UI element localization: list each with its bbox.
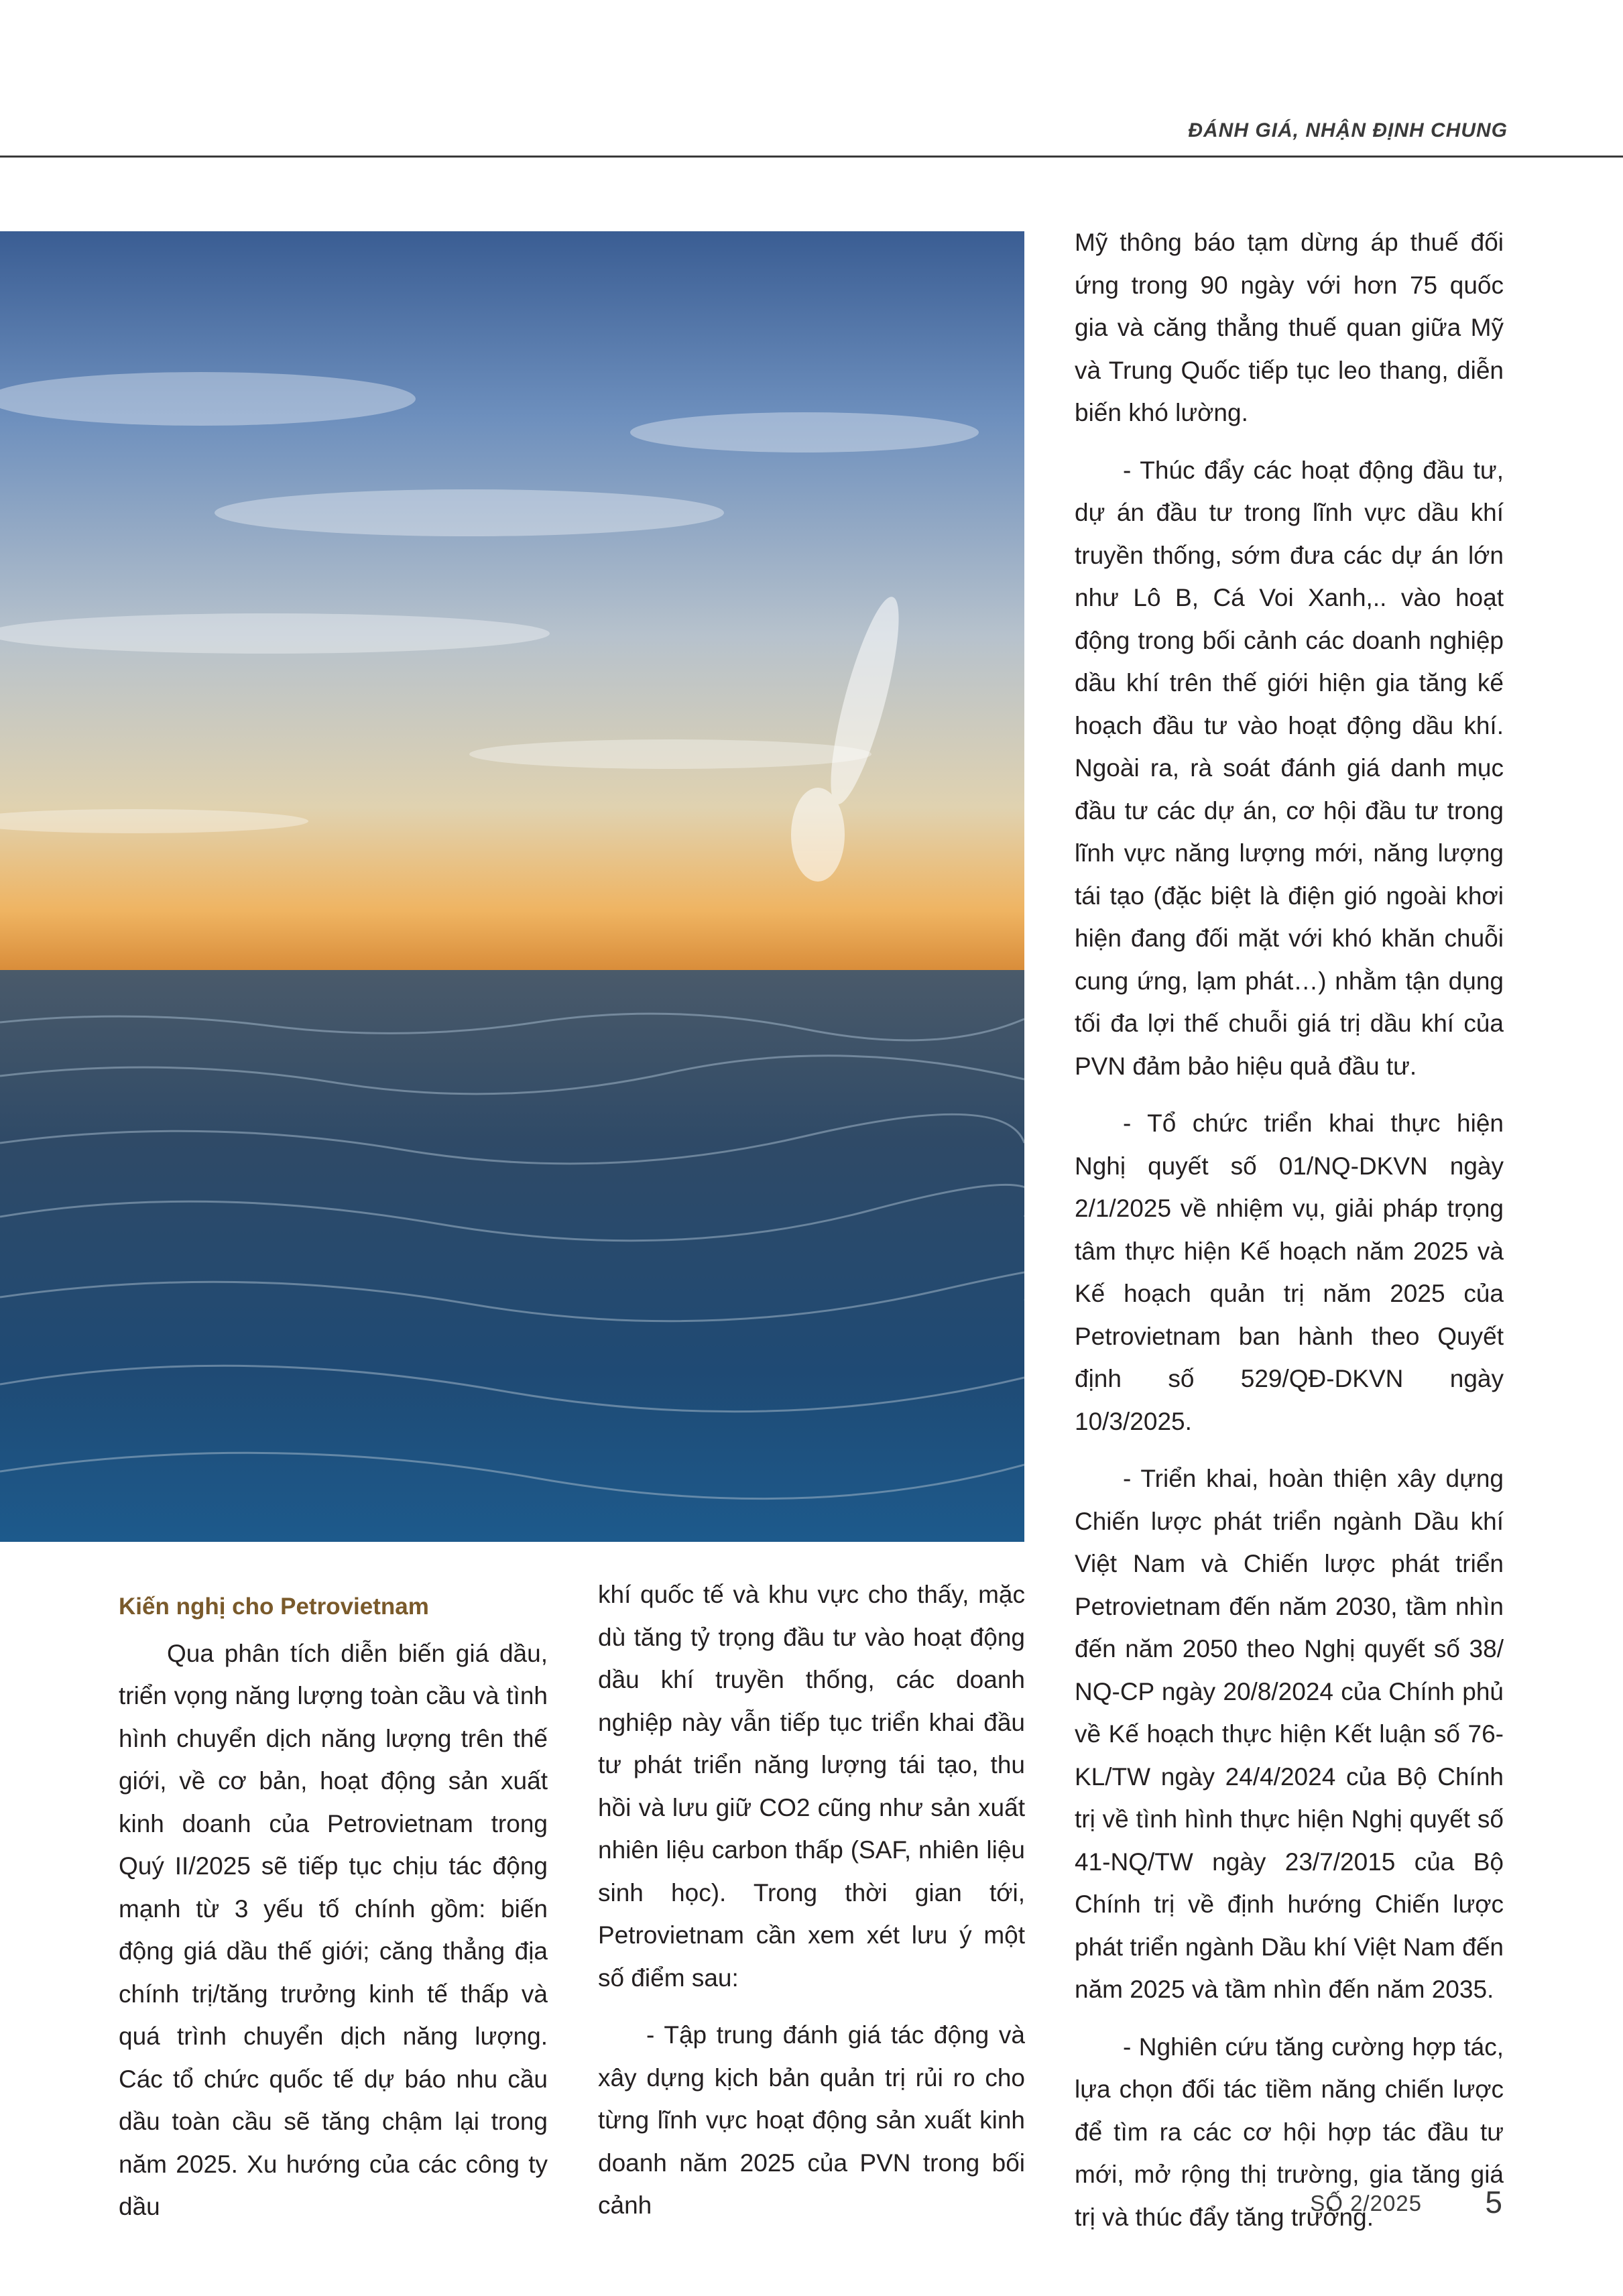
paragraph: Mỹ thông báo tạm dừng áp thuế đối ứng trong 90 ngày với hơn 75 quốc gia và căng thẳng thuế quan giữa Mỹ và Trung Quốc tiếp tục leo thang, diễn biến khó lường. (1075, 229, 1504, 426)
column-right (1075, 221, 1504, 2253)
ocean-sunset-photo (0, 231, 1024, 1542)
column-middle (598, 1573, 1025, 2242)
paragraph: - Triển khai, hoàn thiện xây dựng Chiến lược phát triển ngành Dầu khí Việt Nam và Chiến lược phát triển Petrovietnam đến năm 2030, tầm nhìn đến năm 2050 theo Nghị quyết số 38/ NQ-CP ngày 20/8/2024 của Chính phủ về Kế hoạch thực hiện Kết luận số 76-KL/TW ngày 24/4/2024 của Bộ Chính trị về tình hình thực hiện Nghị quyết số 41-NQ/TW ngày 23/7/2015 của Bộ Chính trị về định hướng Chiến lược phát triển ngành Dầu khí Việt Nam đến năm 2025 và tầm nhìn đến năm 2035. (1075, 1465, 1504, 2003)
header-divider (0, 156, 1623, 158)
article-heading: Kiến nghị cho Petrovietnam (119, 1593, 429, 1620)
page-number: 5 (1485, 2185, 1502, 2220)
paragraph: khí quốc tế và khu vực cho thấy, mặc dù tăng tỷ trọng đầu tư vào hoạt động dầu khí truyền thống, các doanh nghiệp này vẫn tiếp tục triển khai đầu tư phát triển năng lượng tái tạo, thu hồi và lưu giữ CO2 cũng như sản xuất nhiên liệu carbon thấp (SAF, nhiên liệu sinh học). Trong thời gian tới, Petrovietnam cần xem xét lưu ý một số điểm sau: (598, 1581, 1025, 1992)
issue-label: SỐ 2/2025 (1310, 2191, 1422, 2216)
section-title: ĐÁNH GIÁ, NHẬN ĐỊNH CHUNG (1188, 119, 1508, 141)
paragraph: - Thúc đẩy các hoạt động đầu tư, dự án đầu tư trong lĩnh vực dầu khí truyền thống, sớm đưa các dự án lớn như Lô B, Cá Voi Xanh,.. vào hoạt động trong bối cảnh các doanh nghiệp dầu khí trên thế giới hiện gia tăng kế hoạch đầu tư vào hoạt động dầu khí. Ngoài ra, rà soát đánh giá danh mục đầu tư các dự án, cơ hội đầu tư trong lĩnh vực năng lượng mới, năng lượng tái tạo (đặc biệt là điện gió ngoài khơi hiện đang đối mặt với khó khăn chuỗi cung ứng, lạm phát…) nhằm tận dụng tối đa lợi thế chuỗi giá trị dầu khí của PVN đảm bảo hiệu quả đầu tư. (1075, 456, 1504, 1080)
column-left (119, 1585, 548, 2243)
paragraph: - Tổ chức triển khai thực hiện Nghị quyết số 01/NQ-DKVN ngày 2/1/2025 về nhiệm vụ, giải pháp trọng tâm thực hiện Kế hoạch năm 2025 và Kế hoạch quản trị năm 2025 của Petrovietnam ban hành theo Quyết định số 529/QĐ-DKVN ngày 10/3/2025. (1075, 1109, 1504, 1435)
paragraph: Qua phân tích diễn biến giá dầu, triển vọng năng lượng toàn cầu và tình hình chuyển dịch năng lượng trên thế giới, về cơ bản, hoạt động sản xuất kinh doanh của Petrovietnam trong Quý II/2025 sẽ tiếp tục chịu tác động mạnh từ 3 yếu tố chính gồm: biến động giá dầu thế giới; căng thẳng địa chính trị/tăng trưởng kinh tế thấp và quá trình chuyển dịch năng lượng. Các tổ chức quốc tế dự báo nhu cầu dầu toàn cầu sẽ tăng chậm lại trong năm 2025. Xu hướng của các công ty dầu (119, 1639, 548, 2220)
paragraph: - Nghiên cứu tăng cường hợp tác, lựa chọn đối tác tiềm năng chiến lược để tìm ra các cơ hội hợp tác đầu tư mới, mở rộng thị trường, gia tăng giá trị và thúc đẩy tăng trưởng. (1075, 2033, 1504, 2231)
paragraph: - Tập trung đánh giá tác động và xây dựng kịch bản quản trị rủi ro cho từng lĩnh vực hoạt động sản xuất kinh doanh năm 2025 của PVN trong bối cảnh (598, 2021, 1025, 2219)
